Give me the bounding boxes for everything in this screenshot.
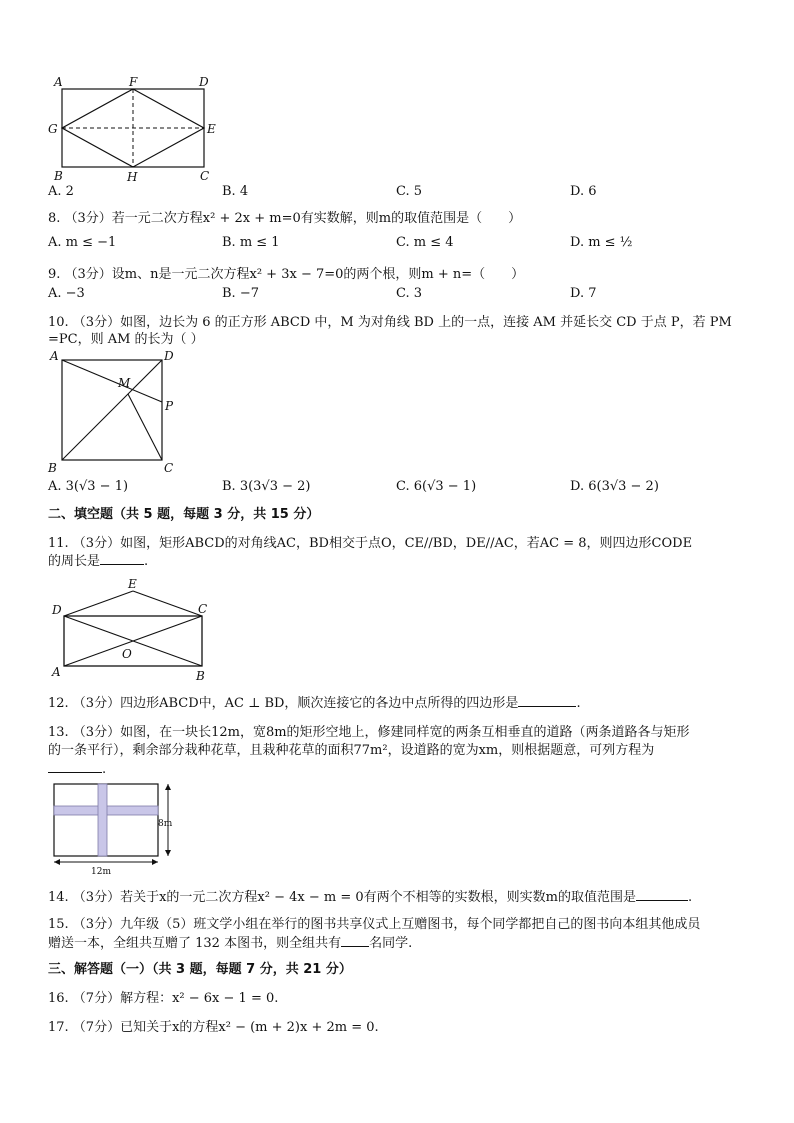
q7-option-a[interactable]: A. 2 [48, 184, 74, 199]
section-answer-title: 三、解答题（一）（共 3 题，每题 7 分，共 21 分） [48, 962, 352, 977]
q10-label-a: A [50, 349, 59, 363]
q15-question-text-a: 赠送一本，全组共互赠了 132 本图书，则全组共有 [48, 936, 342, 951]
q12-question: 12. （3分）四边形ABCD中，AC ⊥ BD，顺次连接它的各边中点所得的四边形是 . [48, 696, 581, 711]
q7-label-h: H [127, 170, 138, 184]
q9-option-a[interactable]: A. −3 [48, 286, 85, 301]
q11-label-o: O [122, 647, 132, 661]
q10-question-line2: =PC，则 AM 的长为（ ） [48, 332, 204, 347]
q10-diagonal-bd [62, 360, 162, 460]
q7-option-d[interactable]: D. 6 [570, 184, 597, 199]
q8-option-a[interactable]: A. m ≤ −1 [48, 235, 117, 250]
q16-question: 16. （7分）解方程：x² − 6x − 1 = 0. [48, 991, 279, 1006]
q13-width-label: 12m [91, 867, 111, 877]
q8-question: 8. （3分）若一元二次方程x² + 2x + m=0有实数解，则m的取值范围是（ ） [48, 211, 522, 226]
q13-answer-line: . [48, 760, 106, 779]
q10-option-a[interactable]: A. 3(√3 − 1) [48, 479, 129, 494]
q10-question-line1: 10. （3分）如图，边长为 6 的正方形 ABCD 中，M 为对角线 BD 上的一点，连接 AM 并延长交 CD 于点 P，若 PM [48, 315, 732, 330]
q11-segment-de [64, 591, 133, 616]
q10-label-m: M [118, 376, 131, 390]
q7-label-e: E [207, 122, 216, 136]
q9-option-c[interactable]: C. 3 [396, 286, 423, 301]
q7-label-c: C [200, 169, 210, 183]
q7-label-d: D [199, 75, 209, 89]
q13-width-arrowhead-right [152, 859, 158, 865]
q15-question-line1: 15. （3分）九年级（5）班文学小组在举行的图书共享仪式上互赠图书，每个同学都把自己的图书向本组其他成员 [48, 917, 701, 932]
q11-answer-blank[interactable] [100, 552, 144, 565]
q13-figure [48, 780, 188, 876]
q10-label-c: C [164, 461, 174, 475]
q10-option-b[interactable]: B. 3(3√3 − 2) [222, 479, 311, 494]
q10-segment-mc [128, 394, 162, 460]
q8-option-d[interactable]: D. m ≤ ½ [570, 235, 633, 250]
q7-label-b: B [54, 169, 63, 183]
q10-segment-ap [62, 360, 162, 402]
q11-label-b: B [196, 669, 205, 683]
q13-height-arrowhead-bottom [165, 850, 171, 856]
q15-answer-blank[interactable] [341, 934, 369, 947]
q11-figure [48, 576, 218, 684]
q9-option-d[interactable]: D. 7 [570, 286, 597, 301]
q11-label-a: A [52, 665, 61, 679]
q10-label-b: B [48, 461, 57, 475]
q8-option-c[interactable]: C. m ≤ 4 [396, 235, 454, 250]
section-fill-in-title: 二、填空题（共 5 题，每题 3 分，共 15 分） [48, 507, 320, 522]
q11-question-line2: 的周长是 . [48, 554, 149, 569]
q7-label-a: A [54, 75, 63, 89]
q10-label-p: P [165, 399, 174, 413]
q11-segment-ce [133, 591, 202, 616]
q11-label-d: D [52, 603, 62, 617]
q7-option-c[interactable]: C. 5 [396, 184, 423, 199]
q13-height-arrowhead-top [165, 784, 171, 790]
q7-label-g: G [48, 122, 58, 136]
q13-width-arrowhead-left [54, 859, 60, 865]
q14-question: 14. （3分）若关于x的一元二次方程x² − 4x − m = 0有两个不相等的实数根，则实数m的取值范围是 . [48, 890, 693, 905]
q13-question-line2: 的一条平行），剩余部分栽种花草，且栽种花草的面积77m²，设道路的宽为xm，则根据题意，可列方程为 [48, 743, 655, 758]
q13-vertical-road [98, 784, 107, 856]
q7-option-b[interactable]: B. 4 [222, 184, 249, 199]
q10-label-d: D [164, 349, 174, 363]
q12-question-text: 12. （3分）四边形ABCD中，AC ⊥ BD，顺次连接它的各边中点所得的四边形是 [48, 696, 519, 711]
q7-label-f: F [129, 75, 138, 89]
q8-option-b[interactable]: B. m ≤ 1 [222, 235, 280, 250]
q11-question-line1: 11. （3分）如图，矩形ABCD的对角线AC，BD相交于点O，CE//BD，DE//AC，若AC = 8，则四边形CODE [48, 536, 693, 551]
q10-figure [44, 348, 184, 476]
q10-option-c[interactable]: C. 6(√3 − 1) [396, 479, 477, 494]
q7-figure [44, 74, 224, 186]
q17-question: 17. （7分）已知关于x的方程x² − (m + 2)x + 2m = 0. [48, 1020, 379, 1035]
q11-label-e: E [128, 577, 137, 591]
q14-question-text: 14. （3分）若关于x的一元二次方程x² − 4x − m = 0有两个不相等的实数根，则实数m的取值范围是 [48, 890, 636, 905]
q12-answer-blank[interactable] [518, 694, 576, 707]
q14-answer-blank[interactable] [636, 888, 688, 901]
q11-question-line2-text: 的周长是 [48, 554, 101, 569]
q13-question-line1: 13. （3分）如图，在一块长12m，宽8m的矩形空地上，修建同样宽的两条互相垂直的道路（两条道路各与矩形 [48, 725, 690, 740]
q15-question-text-b: 名同学. [369, 936, 413, 951]
q9-question: 9. （3分）设m、n是一元二次方程x² + 3x − 7=0的两个根，则m + n=（ ） [48, 267, 525, 282]
q15-question-line2 [48, 934, 412, 953]
q9-option-b[interactable]: B. −7 [222, 286, 259, 301]
q10-option-d[interactable]: D. 6(3√3 − 2) [570, 479, 659, 494]
q11-label-c: C [198, 602, 208, 616]
q13-answer-blank[interactable] [48, 760, 102, 773]
q13-height-label: 8m [158, 819, 173, 829]
